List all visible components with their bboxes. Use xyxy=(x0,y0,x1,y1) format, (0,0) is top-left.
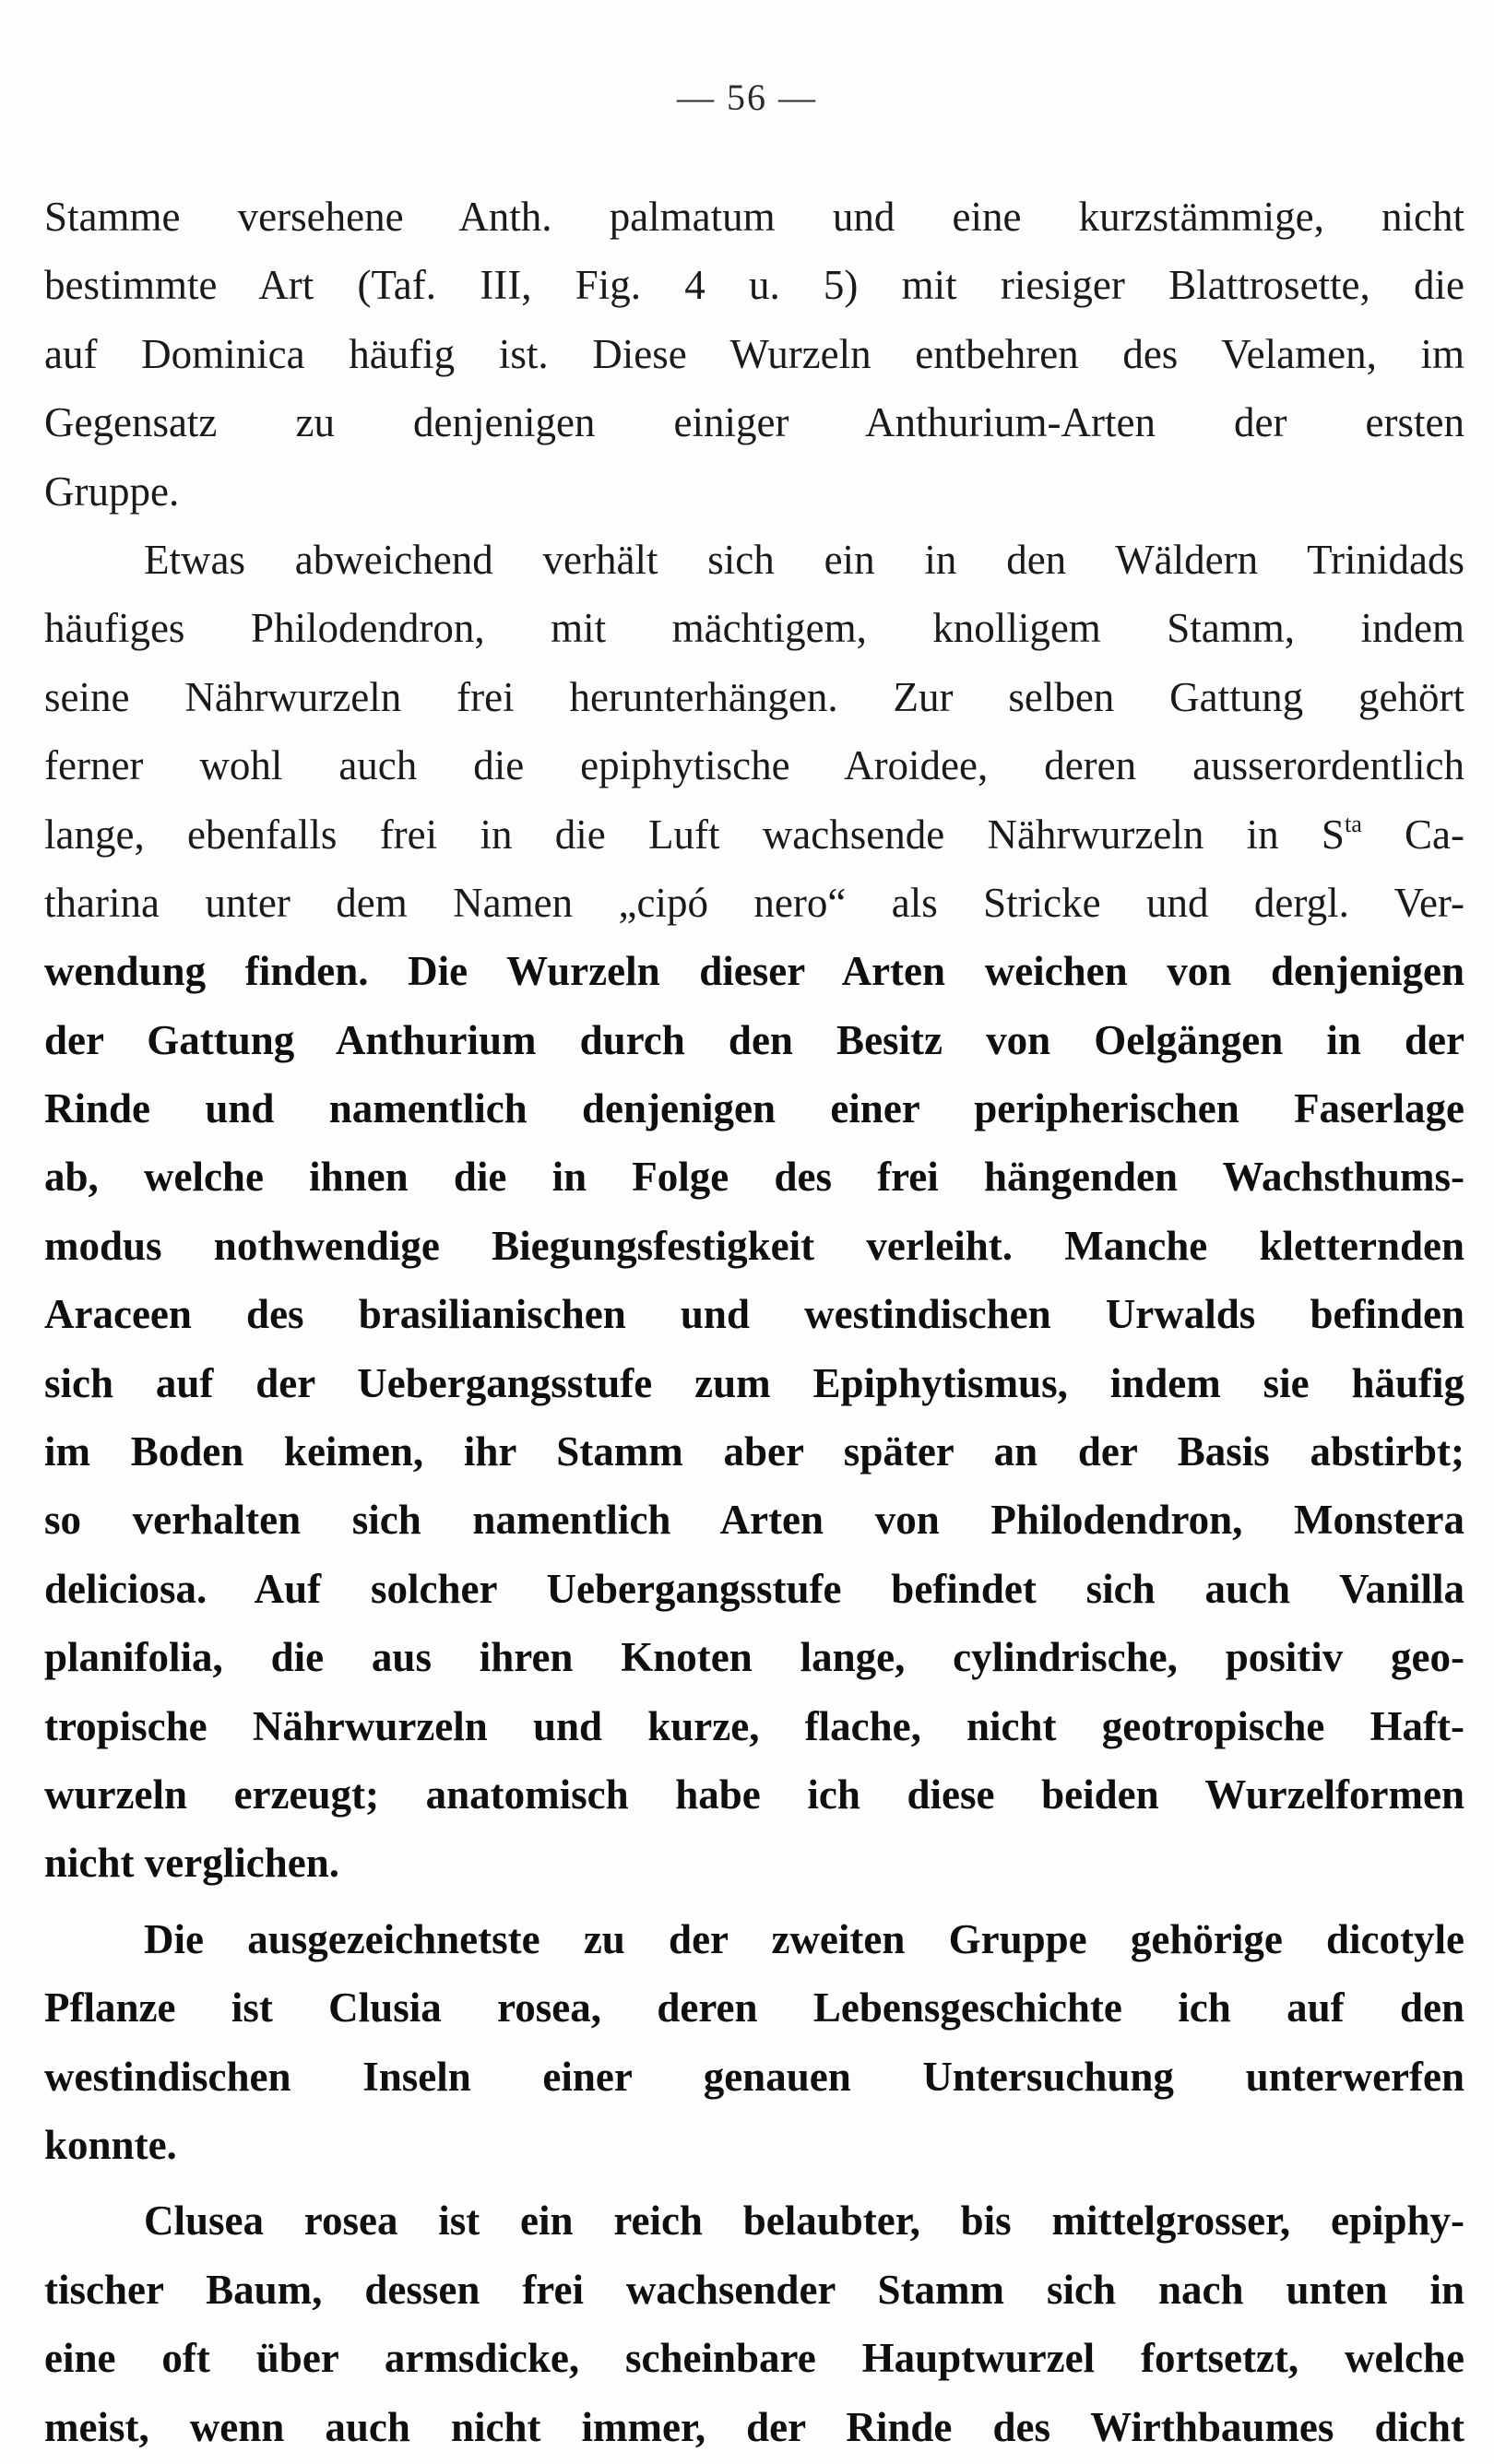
text-line: im Boden keimen, ihr Stamm aber später an der Basis abstirbt; xyxy=(44,1428,1464,1475)
text-line: Etwas abweichend verhält sich ein in den Wäldern Trinidads xyxy=(144,536,1464,583)
text-line: Araceen des brasilianischen und westindischen Urwalds befinden xyxy=(44,1291,1464,1338)
text-line: meist, wenn auch nicht immer, der Rinde des Wirthbaumes dicht xyxy=(44,2403,1464,2450)
superscript: ta xyxy=(1344,810,1362,837)
text-line: Clusea rosea ist ein reich belaubter, bis mittelgrosser, epiphy- xyxy=(144,2197,1464,2245)
body-text xyxy=(44,183,1464,2461)
text-line: sich auf der Uebergangsstufe zum Epiphytismus, indem sie häufig xyxy=(44,1359,1464,1406)
text-line: ferner wohl auch die epiphytische Aroidee, deren ausserordentlich xyxy=(44,742,1464,789)
text-line: seine Nährwurzeln frei herunterhängen. Zur selben Gattung gehört xyxy=(44,673,1464,720)
text-line xyxy=(44,800,1464,869)
text-line: Stamme versehene Anth. palmatum und eine kurzstämmige, nicht xyxy=(44,194,1464,240)
text-line: häufiges Philodendron, mit mächtigem, knolligem Stamm, indem xyxy=(44,605,1464,652)
text-line: tropische Nährwurzeln und kurze, flache, nicht geotropische Haft- xyxy=(44,1702,1464,1749)
text-line: modus nothwendige Biegungsfestigkeit verleiht. Manche kletternden xyxy=(44,1222,1464,1269)
text-line: bestimmte Art (Taf. III, Fig. 4 u. 5) mit riesiger Blattrosette, die xyxy=(44,262,1464,309)
page-number: — 56 — xyxy=(677,77,817,118)
text-line: planifolia, die aus ihren Knoten lange, cylindrische, positiv geo- xyxy=(44,1634,1464,1681)
text-line: wurzeln erzeugt; anatomisch habe ich diese beiden Wurzelformen xyxy=(44,1771,1464,1818)
text-line: Pflanze ist Clusia rosea, deren Lebensgeschichte ich auf den xyxy=(44,1984,1464,2032)
text-line: Gruppe. xyxy=(44,468,180,515)
text-fragment: lange, ebenfalls frei in die Luft wachsende Nährwurzeln in S xyxy=(44,811,1345,858)
text-line: deliciosa. Auf solcher Uebergangsstufe befindet sich auch Vanilla xyxy=(44,1565,1464,1612)
paragraph-gap xyxy=(44,2179,1464,2186)
text-line: Rinde und namentlich denjenigen einer peripherischen Faserlage xyxy=(44,1085,1464,1132)
text-line: wendung finden. Die Wurzeln dieser Arten weichen von denjenigen xyxy=(44,948,1464,995)
text-line: Gegensatz zu denjenigen einiger Anthurium-Arten der ersten xyxy=(44,399,1464,446)
text-line: westindischen Inseln einer genauen Untersuchung unterwerfen xyxy=(44,2053,1464,2100)
text-line: nicht verglichen. xyxy=(44,1840,339,1887)
text-line: ab, welche ihnen die in Folge des frei hängenden Wachsthums- xyxy=(44,1154,1464,1201)
text-line: Die ausgezeichnetste zu der zweiten Gruppe gehörige dicotyle xyxy=(144,1915,1464,1962)
text-line: tischer Baum, dessen frei wachsender Stamm sich nach unten in xyxy=(44,2266,1464,2313)
text-line: so verhalten sich namentlich Arten von Philodendron, Monstera xyxy=(44,1497,1464,1544)
text-line: der Gattung Anthurium durch den Besitz von Oelgängen in der xyxy=(44,1016,1464,1063)
text-line: eine oft über armsdicke, scheinbare Hauptwurzel fortsetzt, welche xyxy=(44,2335,1464,2382)
text-line: tharina unter dem Namen „cipó nero“ als Stricke und dergl. Ver- xyxy=(44,879,1464,926)
paragraph-gap xyxy=(44,1898,1464,1905)
text-line: konnte. xyxy=(44,2121,177,2168)
text-line: auf Dominica häufig ist. Diese Wurzeln entbehren des Velamen, im xyxy=(44,330,1464,377)
text-fragment: Ca- xyxy=(1361,811,1464,858)
